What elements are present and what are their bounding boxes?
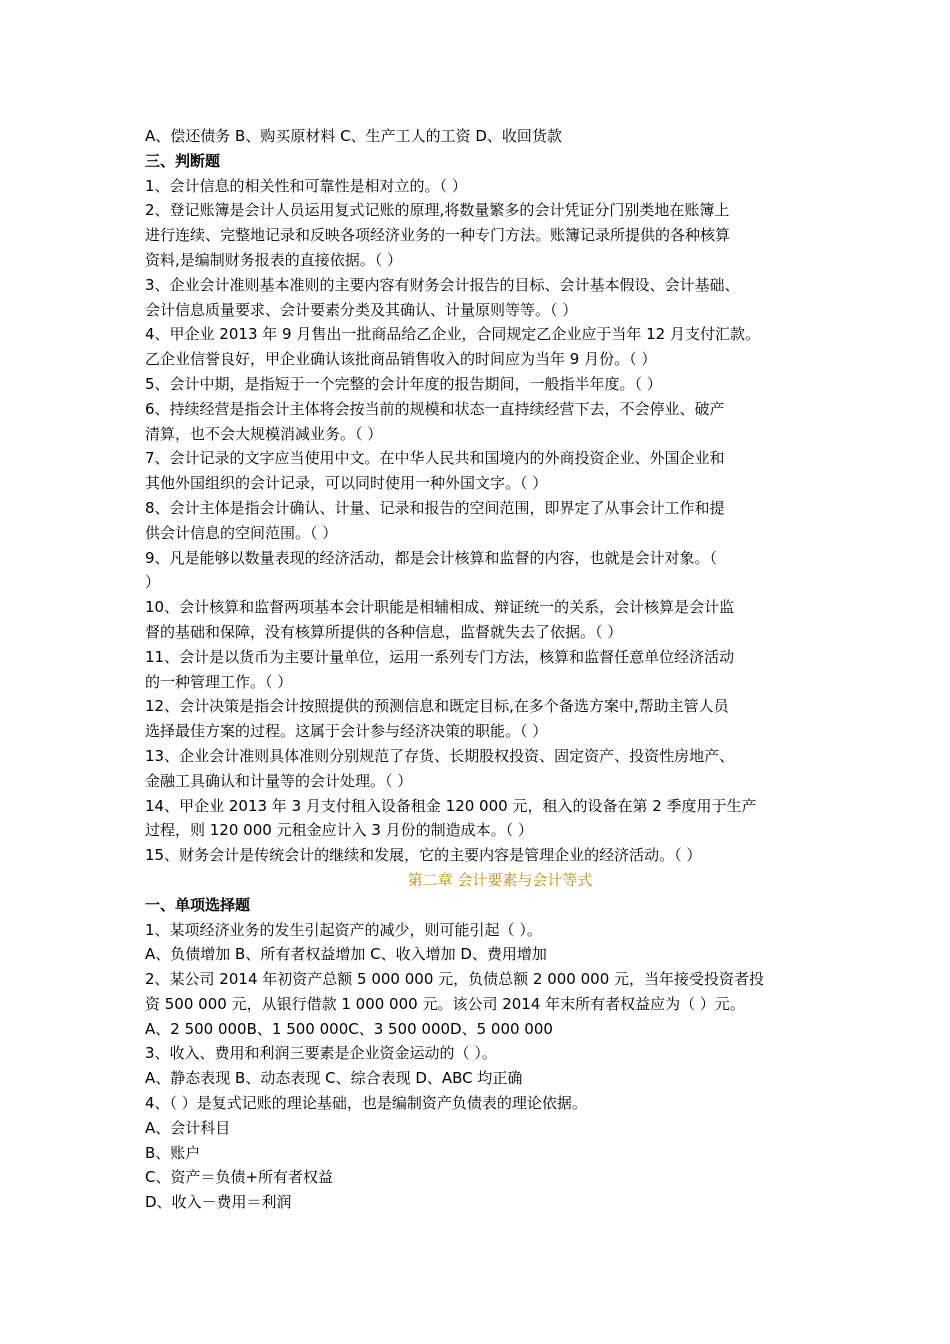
text-line: 1、会计信息的相关性和可靠性是相对立的。（ ） bbox=[145, 176, 467, 195]
text-line: 1、某项经济业务的发生引起资产的减少，则可能引起（ ）。 bbox=[145, 920, 542, 939]
text-line: 资 500 000 元，从银行借款 1 000 000 元。该公司 2014 年末所有者权益应为（ ）元。 bbox=[145, 994, 745, 1013]
text-line: 15、财务会计是传统会计的继续和发展，它的主要内容是管理企业的经济活动。（ ） bbox=[145, 846, 702, 865]
text-line: B、账户 bbox=[145, 1143, 201, 1162]
text-line: 2、某公司 2014 年初资产总额 5 000 000 元，负债总额 2 000 000 元，当年接受投资者投 bbox=[145, 970, 765, 989]
text-line: A、静态表现 B、动态表现 C、综合表现 D、ABC 均正确 bbox=[145, 1069, 523, 1088]
text-line: 5、会计中期，是指短于一个完整的会计年度的报告期间，一般指半年度。（ ） bbox=[145, 374, 662, 393]
text-line: 10、会计核算和监督两项基本会计职能是相辅相成、辩证统一的关系，会计核算是会计监 bbox=[145, 598, 735, 617]
text-line: 清算，也不会大规模消减业务。（ ） bbox=[145, 424, 383, 443]
text-line: 14、甲企业 2013 年 3 月支付租入设备租金 120 000 元，租入的设备在第 2 季度用于生产 bbox=[145, 796, 757, 815]
text-line: C、资产＝负债+所有者权益 bbox=[145, 1168, 334, 1187]
text-line: 11、会计是以货币为主要计量单位，运用一系列专门方法，核算和监督任意单位经济活动 bbox=[145, 647, 735, 666]
text-line: 3、收入、费用和利润三要素是企业资金运动的（ ）。 bbox=[145, 1044, 497, 1063]
text-line: 4、（ ）是复式记账的理论基础，也是编制资产负债表的理论依据。 bbox=[145, 1094, 587, 1113]
text-line: A、会计科目 bbox=[145, 1118, 231, 1137]
text-line: 过程，则 120 000 元租金应计入 3 月份的制造成本。（ ） bbox=[145, 821, 533, 840]
section-heading: 三、判断题 bbox=[145, 151, 221, 170]
text-line: 督的基础和保障，没有核算所提供的各种信息，监督就失去了依据。（ ） bbox=[145, 622, 623, 641]
text-line: 乙企业信誉良好，甲企业确认该批商品销售收入的时间应为当年 9 月份。（ ） bbox=[145, 350, 657, 369]
text-line: 2、登记账簿是会计人员运用复式记账的原理,将数量繁多的会计凭证分门别类地在账簿上 bbox=[145, 201, 730, 220]
text-line: 其他外国组织的会计记录，可以同时使用一种外国文字。（ ） bbox=[145, 474, 548, 493]
text-line: 8、会计主体是指会计确认、计量、记录和报告的空间范围，即界定了从事会计工作和提 bbox=[145, 498, 725, 517]
text-line: 12、会计决策是指会计按照提供的预测信息和既定目标,在多个备选方案中,帮助主管人员 bbox=[145, 697, 729, 716]
text-line: ） bbox=[145, 573, 161, 592]
text-line: 13、企业会计准则具体准则分别规范了存货、长期股权投资、固定资产、投资性房地产、 bbox=[145, 746, 735, 765]
text-line: 3、企业会计准则基本准则的主要内容有财务会计报告的目标、会计基本假设、会计基础、 bbox=[145, 275, 740, 294]
section-heading: 一、单项选择题 bbox=[145, 895, 251, 914]
text-line: A、负债增加 B、所有者权益增加 C、收入增加 D、费用增加 bbox=[145, 945, 547, 964]
text-line: D、收入－费用＝利润 bbox=[145, 1193, 292, 1212]
document-page bbox=[145, 124, 805, 1215]
chapter-title: 第二章 会计要素与会计等式 bbox=[407, 870, 593, 889]
text-line: 4、甲企业 2013 年 9 月售出一批商品给乙企业，合同规定乙企业应于当年 12 月支付汇款。 bbox=[145, 325, 760, 344]
text-line: A、2 500 000B、1 500 000C、3 500 000D、5 000 000 bbox=[145, 1019, 553, 1038]
text-line: 9、凡是能够以数量表现的经济活动，都是会计核算和监督的内容，也就是会计对象。（ bbox=[145, 548, 718, 567]
text-line: 会计信息质量要求、会计要素分类及其确认、计量原则等等。（ ） bbox=[145, 300, 578, 319]
text-line: 进行连续、完整地记录和反映各项经济业务的一种专门方法。账簿记录所提供的各种核算 bbox=[145, 226, 731, 245]
text-line: 供会计信息的空间范围。（ ） bbox=[145, 523, 338, 542]
text-line: 的一种管理工作。（ ） bbox=[145, 672, 293, 691]
text-line: 7、会计记录的文字应当使用中文。在中华人民共和国境内的外商投资企业、外国企业和 bbox=[145, 449, 725, 468]
text-line: 选择最佳方案的过程。这属于会计参与经济决策的职能。（ ） bbox=[145, 722, 548, 741]
text-line: 6、持续经营是指会计主体将会按当前的规模和状态一直持续经营下去，不会停业、破产 bbox=[145, 399, 725, 418]
text-line: A、偿还债务 B、购买原材料 C、生产工人的工资 D、收回货款 bbox=[145, 127, 562, 145]
text-line: 金融工具确认和计量等的会计处理。（ ） bbox=[145, 771, 413, 790]
text-line: 资料,是编制财务报表的直接依据。（ ） bbox=[145, 250, 403, 269]
